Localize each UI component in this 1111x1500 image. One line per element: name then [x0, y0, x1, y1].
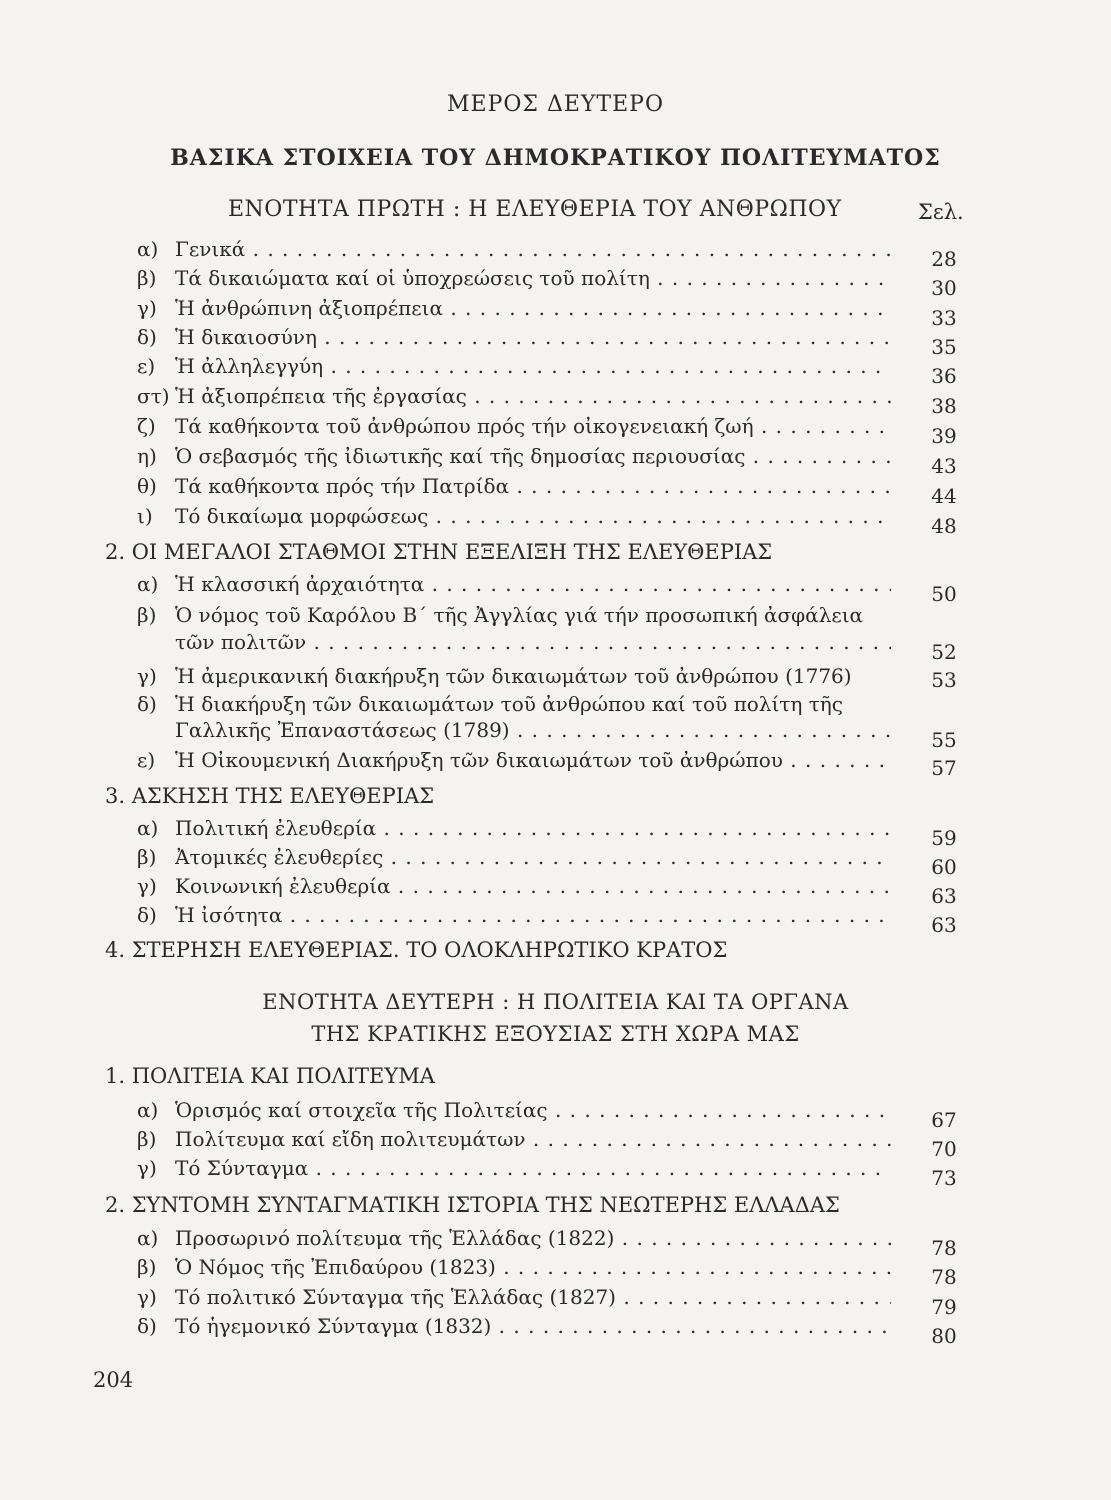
toc-entry [0, 325, 1111, 359]
part-heading: ΜΕΡΟΣ ΔΕΥΤΕΡΟ [446, 92, 664, 117]
toc-entry [0, 903, 1111, 937]
pages-column-label: Σελ. [918, 200, 964, 224]
toc-entry [0, 1255, 1111, 1289]
entry-marker: γ) [137, 296, 157, 320]
entry-marker: β) [137, 1127, 157, 1151]
entry-title: Τά καθήκοντα πρός τήν Πατρίδα . . . [175, 474, 891, 498]
entry-title: Ἡ ἰσότητα . . . [175, 903, 891, 927]
entry-title: Ὁρισμός καί στοιχεῖα τῆς Πολιτείας . . . [175, 1098, 891, 1122]
entry-title: Κοινωνική ἐλευθερία . . . [175, 874, 891, 898]
section-heading: 2. ΟΙ ΜΕΓΑΛΟΙ ΣΤΑΘΜΟΙ ΣΤΗΝ ΕΞΕΛΙΞΗ ΤΗΣ ΕΛΕΥΘΕΡΙΑΣ [105, 540, 773, 564]
entry-title: Ἡ Οἰκουμενική Διακήρυξη τῶν δικαιωμάτων τοῦ ἀνθρώπου . . . [175, 748, 891, 772]
entry-page: 28 [931, 247, 957, 271]
entry-title: Γενικά . . . [175, 237, 891, 261]
entry-page: 55 [931, 728, 957, 752]
entry-page: 73 [931, 1166, 957, 1190]
entry-marker: γ) [137, 1285, 157, 1309]
toc-entry [0, 474, 1111, 508]
unit2-title-line1: ΕΝΟΤΗΤΑ ΔΕΥΤΕΡΗ : Η ΠΟΛΙΤΕΙΑ ΚΑΙ ΤΑ ΟΡΓΑΝΑ [262, 990, 849, 1014]
entry-marker: γ) [137, 664, 157, 688]
entry-title-continued: τῶν πολιτῶν . . . [175, 630, 891, 654]
toc-entry [0, 816, 1111, 850]
section-heading: 3. ΑΣΚΗΣΗ ΤΗΣ ΕΛΕΥΘΕΡΙΑΣ [105, 784, 435, 808]
toc-entry [0, 444, 1111, 478]
entry-marker: στ) [137, 384, 170, 408]
entry-marker: α) [137, 572, 159, 596]
toc-entry [0, 414, 1111, 448]
entry-marker: η) [137, 444, 157, 468]
entry-marker: δ) [137, 325, 157, 349]
entry-page: 53 [931, 668, 957, 692]
page-number: 204 [93, 1368, 134, 1392]
section-heading: 1. ΠΟΛΙΤΕΙΑ ΚΑΙ ΠΟΛΙΤΕΥΜΑ [105, 1064, 435, 1088]
entry-title: Ὁ νόμος τοῦ Καρόλου Β΄ τῆς Ἀγγλίας γιά τήν προσωπική ἀσφάλεια [175, 603, 864, 627]
toc-entry [0, 296, 1111, 330]
entry-title: Τό πολιτικό Σύνταγμα τῆς Ἑλλάδας (1827) . . . [175, 1285, 891, 1309]
entry-title: Τό δικαίωμα μορφώσεως . . . [175, 504, 891, 528]
unit2-title-line2: ΤΗΣ ΚΡΑΤΙΚΗΣ ΕΞΟΥΣΙΑΣ ΣΤΗ ΧΩΡΑ ΜΑΣ [311, 1022, 800, 1046]
entry-page: 79 [931, 1295, 957, 1319]
section-heading: 2. ΣΥΝΤΟΜΗ ΣΥΝΤΑΓΜΑΤΙΚΗ ΙΣΤΟΡΙΑ ΤΗΣ ΝΕΩΤΕΡΗΣ ΕΛΛΑΔΑΣ [105, 1193, 840, 1217]
entry-title-continued: Γαλλικῆς Ἐπαναστάσεως (1789) . . . [175, 718, 891, 742]
toc-entry [0, 603, 1111, 633]
toc-entry [0, 1127, 1111, 1161]
toc-entry [0, 266, 1111, 300]
entry-title: Ὁ σεβασμός τῆς ἰδιωτικῆς καί τῆς δημοσίας περιουσίας . . . [175, 444, 891, 468]
entry-title: Ἡ κλασσική ἀρχαιότητα . . . [175, 572, 891, 596]
entry-marker: ι) [137, 504, 153, 528]
toc-entry [0, 237, 1111, 271]
entry-marker: β) [137, 266, 157, 290]
toc-entry-continuation [0, 630, 1111, 664]
toc-entry [0, 354, 1111, 388]
entry-page: 50 [931, 582, 957, 606]
entry-page: 48 [931, 514, 957, 538]
entry-title: Ἡ ἀνθρώπινη ἀξιοπρέπεια . . . [175, 296, 891, 320]
toc-entry [0, 874, 1111, 908]
entry-marker: α) [137, 237, 159, 261]
entry-marker: δ) [137, 903, 157, 927]
entry-page: 38 [931, 394, 957, 418]
section-heading: 4. ΣΤΕΡΗΣΗ ΕΛΕΥΘΕΡΙΑΣ. ΤΟ ΟΛΟΚΛΗΡΩΤΙΚΟ ΚΡΑΤΟΣ [105, 938, 728, 962]
entry-title: Τά δικαιώματα καί οἱ ὑποχρεώσεις τοῦ πολίτη . . . [175, 266, 891, 290]
toc-entry [0, 845, 1111, 879]
entry-page: 43 [931, 454, 957, 478]
entry-page: 63 [931, 884, 957, 908]
entry-marker: α) [137, 816, 159, 840]
entry-page: 70 [931, 1137, 957, 1161]
entry-marker: β) [137, 603, 157, 627]
entry-marker: α) [137, 1098, 159, 1122]
toc-entry-continuation [0, 718, 1111, 752]
entry-marker: α) [137, 1226, 159, 1250]
entry-title: Πολιτική ἐλευθερία . . . [175, 816, 891, 840]
toc-entry [0, 384, 1111, 418]
entry-page: 36 [931, 364, 957, 388]
entry-page: 60 [931, 855, 957, 879]
entry-marker: β) [137, 845, 157, 869]
toc-entry [0, 1226, 1111, 1260]
entry-title: Προσωρινό πολίτευμα τῆς Ἑλλάδας (1822) . . . [175, 1226, 891, 1250]
entry-page: 57 [931, 756, 957, 780]
part-title: ΒΑΣΙΚΑ ΣΤΟΙΧΕΙΑ ΤΟΥ ΔΗΜΟΚΡΑΤΙΚΟΥ ΠΟΛΙΤΕΥΜΑΤΟΣ [170, 145, 941, 171]
entry-title: Ἡ ἀξιοπρέπεια τῆς ἐργασίας . . . [175, 384, 891, 408]
entry-title: Τά καθήκοντα τοῦ ἀνθρώπου πρός τήν οἰκογενειακή ζωή . . . [175, 414, 891, 438]
entry-marker: γ) [137, 874, 157, 898]
entry-marker: δ) [137, 692, 157, 716]
entry-marker: θ) [137, 474, 157, 498]
entry-page: 78 [931, 1265, 957, 1289]
entry-title: Τό ἡγεμονικό Σύνταγμα (1832) . . . [175, 1314, 891, 1338]
entry-marker: ε) [137, 748, 156, 772]
entry-title: Ἀτομικές ἐλευθερίες . . . [175, 845, 891, 869]
entry-marker: ε) [137, 354, 156, 378]
entry-title: Πολίτευμα καί εἴδη πολιτευμάτων . . . [175, 1127, 891, 1151]
entry-page: 67 [931, 1108, 957, 1132]
toc-entry [0, 1285, 1111, 1319]
entry-title: Ἡ διακήρυξη τῶν δικαιωμάτων τοῦ ἀνθρώπου καί τοῦ πολίτη τῆς [175, 692, 843, 716]
entry-page: 30 [931, 276, 957, 300]
entry-marker: β) [137, 1255, 157, 1279]
toc-entry [0, 748, 1111, 778]
toc-entry [0, 1156, 1111, 1190]
entry-page: 78 [931, 1236, 957, 1260]
unit1-title: ΕΝΟΤΗΤΑ ΠΡΩΤΗ : Η ΕΛΕΥΘΕΡΙΑ ΤΟΥ ΑΝΘΡΩΠΟΥ [228, 197, 842, 222]
entry-marker: δ) [137, 1314, 157, 1338]
entry-marker: γ) [137, 1156, 157, 1180]
entry-page: 52 [931, 640, 957, 664]
entry-title: Τό Σύνταγμα . . . [175, 1156, 891, 1180]
toc-entry [0, 504, 1111, 538]
entry-page: 39 [931, 424, 957, 448]
entry-title: Ἡ ἀλληλεγγύη . . . [175, 354, 891, 378]
entry-title: Ἡ δικαιοσύνη . . . [175, 325, 891, 349]
entry-page: 80 [931, 1324, 957, 1348]
entry-page: 59 [931, 826, 957, 850]
entry-page: 35 [931, 335, 957, 359]
entry-page: 63 [931, 913, 957, 937]
entry-page: 33 [931, 306, 957, 330]
toc-entry [0, 572, 1111, 606]
toc-entry [0, 1098, 1111, 1132]
entry-page: 44 [931, 484, 957, 508]
entry-title: Ὁ Νόμος τῆς Ἐπιδαύρου (1823) . . . [175, 1255, 891, 1279]
toc-entry [0, 664, 1111, 694]
entry-title: Ἡ ἀμερικανική διακήρυξη τῶν δικαιωμάτων τοῦ ἀνθρώπου (1776) [175, 664, 852, 688]
toc-entry [0, 1314, 1111, 1348]
entry-marker: ζ) [137, 414, 156, 438]
